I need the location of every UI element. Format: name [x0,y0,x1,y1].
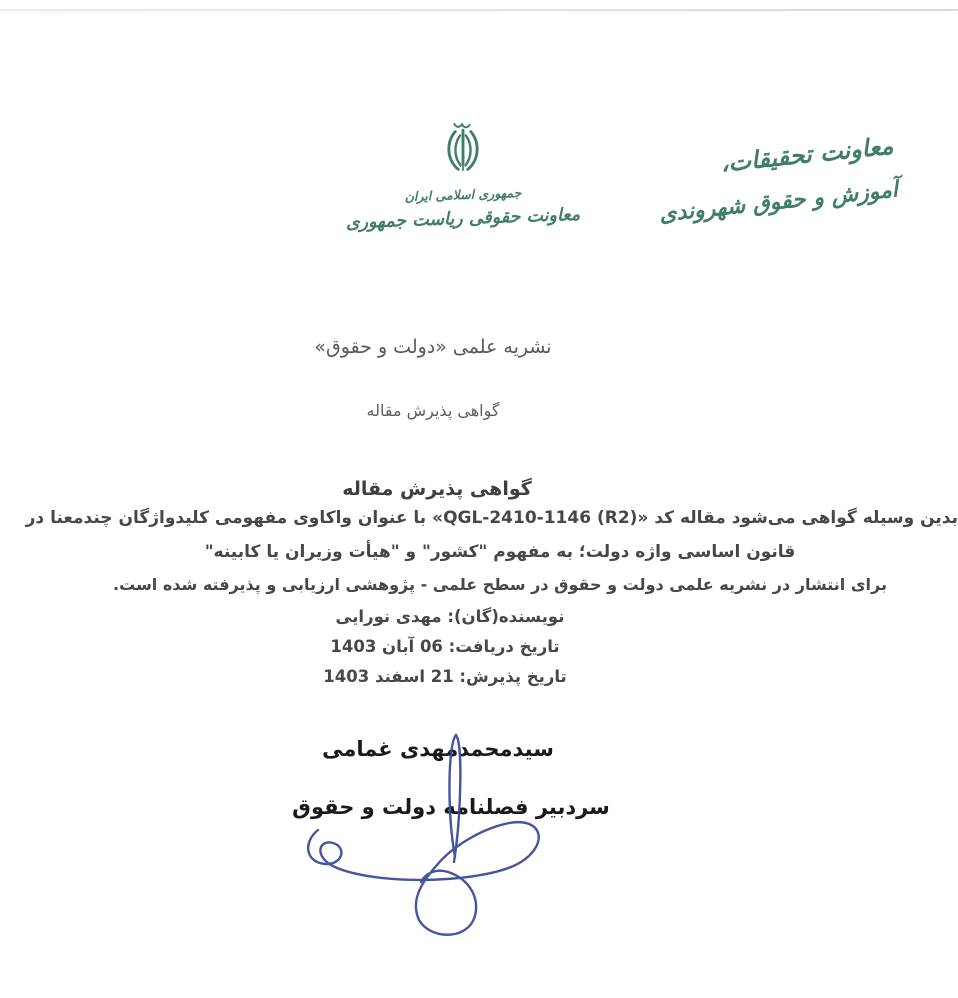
journal-title: نشریه علمی «دولت و حقوق» [314,336,552,358]
letterhead-department [653,131,900,228]
country-name: جمهوری اسلامی ایران [404,184,522,205]
certificate-heading: گواهی پذیرش مقاله [342,478,532,500]
office-name: معاونت حقوقی ریاست جمهوری [345,204,581,234]
body-line-1: بدین وسیله گواهی می‌شود مقاله کد «QGL-2410-1146 (R2)» با عنوان واکاوی مفهومی کلیدواژگان چندمعنا در [25,508,958,528]
accepted-date-line: تاریخ پذیرش: 21 اسفند 1403 [323,667,567,686]
letterhead-department-line1: معاونت تحقیقات، [719,131,895,178]
editor-title: سردبیر فصلنامه دولت و حقوق [292,795,610,819]
letterhead-center [338,116,588,234]
editor-name: سیدمحمدمهدی غمامی [322,737,554,761]
page-top-border [0,9,958,11]
authors-line: نویسنده(گان): مهدی نورایی [335,607,565,626]
received-date-line: تاریخ دریافت: 06 آبان 1403 [330,637,560,656]
signature-scribble [285,722,575,952]
certificate-subtitle: گواهی پذیرش مقاله [366,401,500,420]
body-line-2: قانون اساسی واژه دولت؛ به مفهوم "کشور" و "هیأت وزیران یا کابینه" [204,542,796,562]
iran-emblem-icon [434,116,492,182]
letterhead-department-line2: آموزش و حقوق شهروندی [657,177,900,228]
body-line-3: برای انتشار در نشریه علمی دولت و حقوق در سطح علمی - پژوهشی ارزیابی و پذیرفته شده است. [113,575,887,594]
